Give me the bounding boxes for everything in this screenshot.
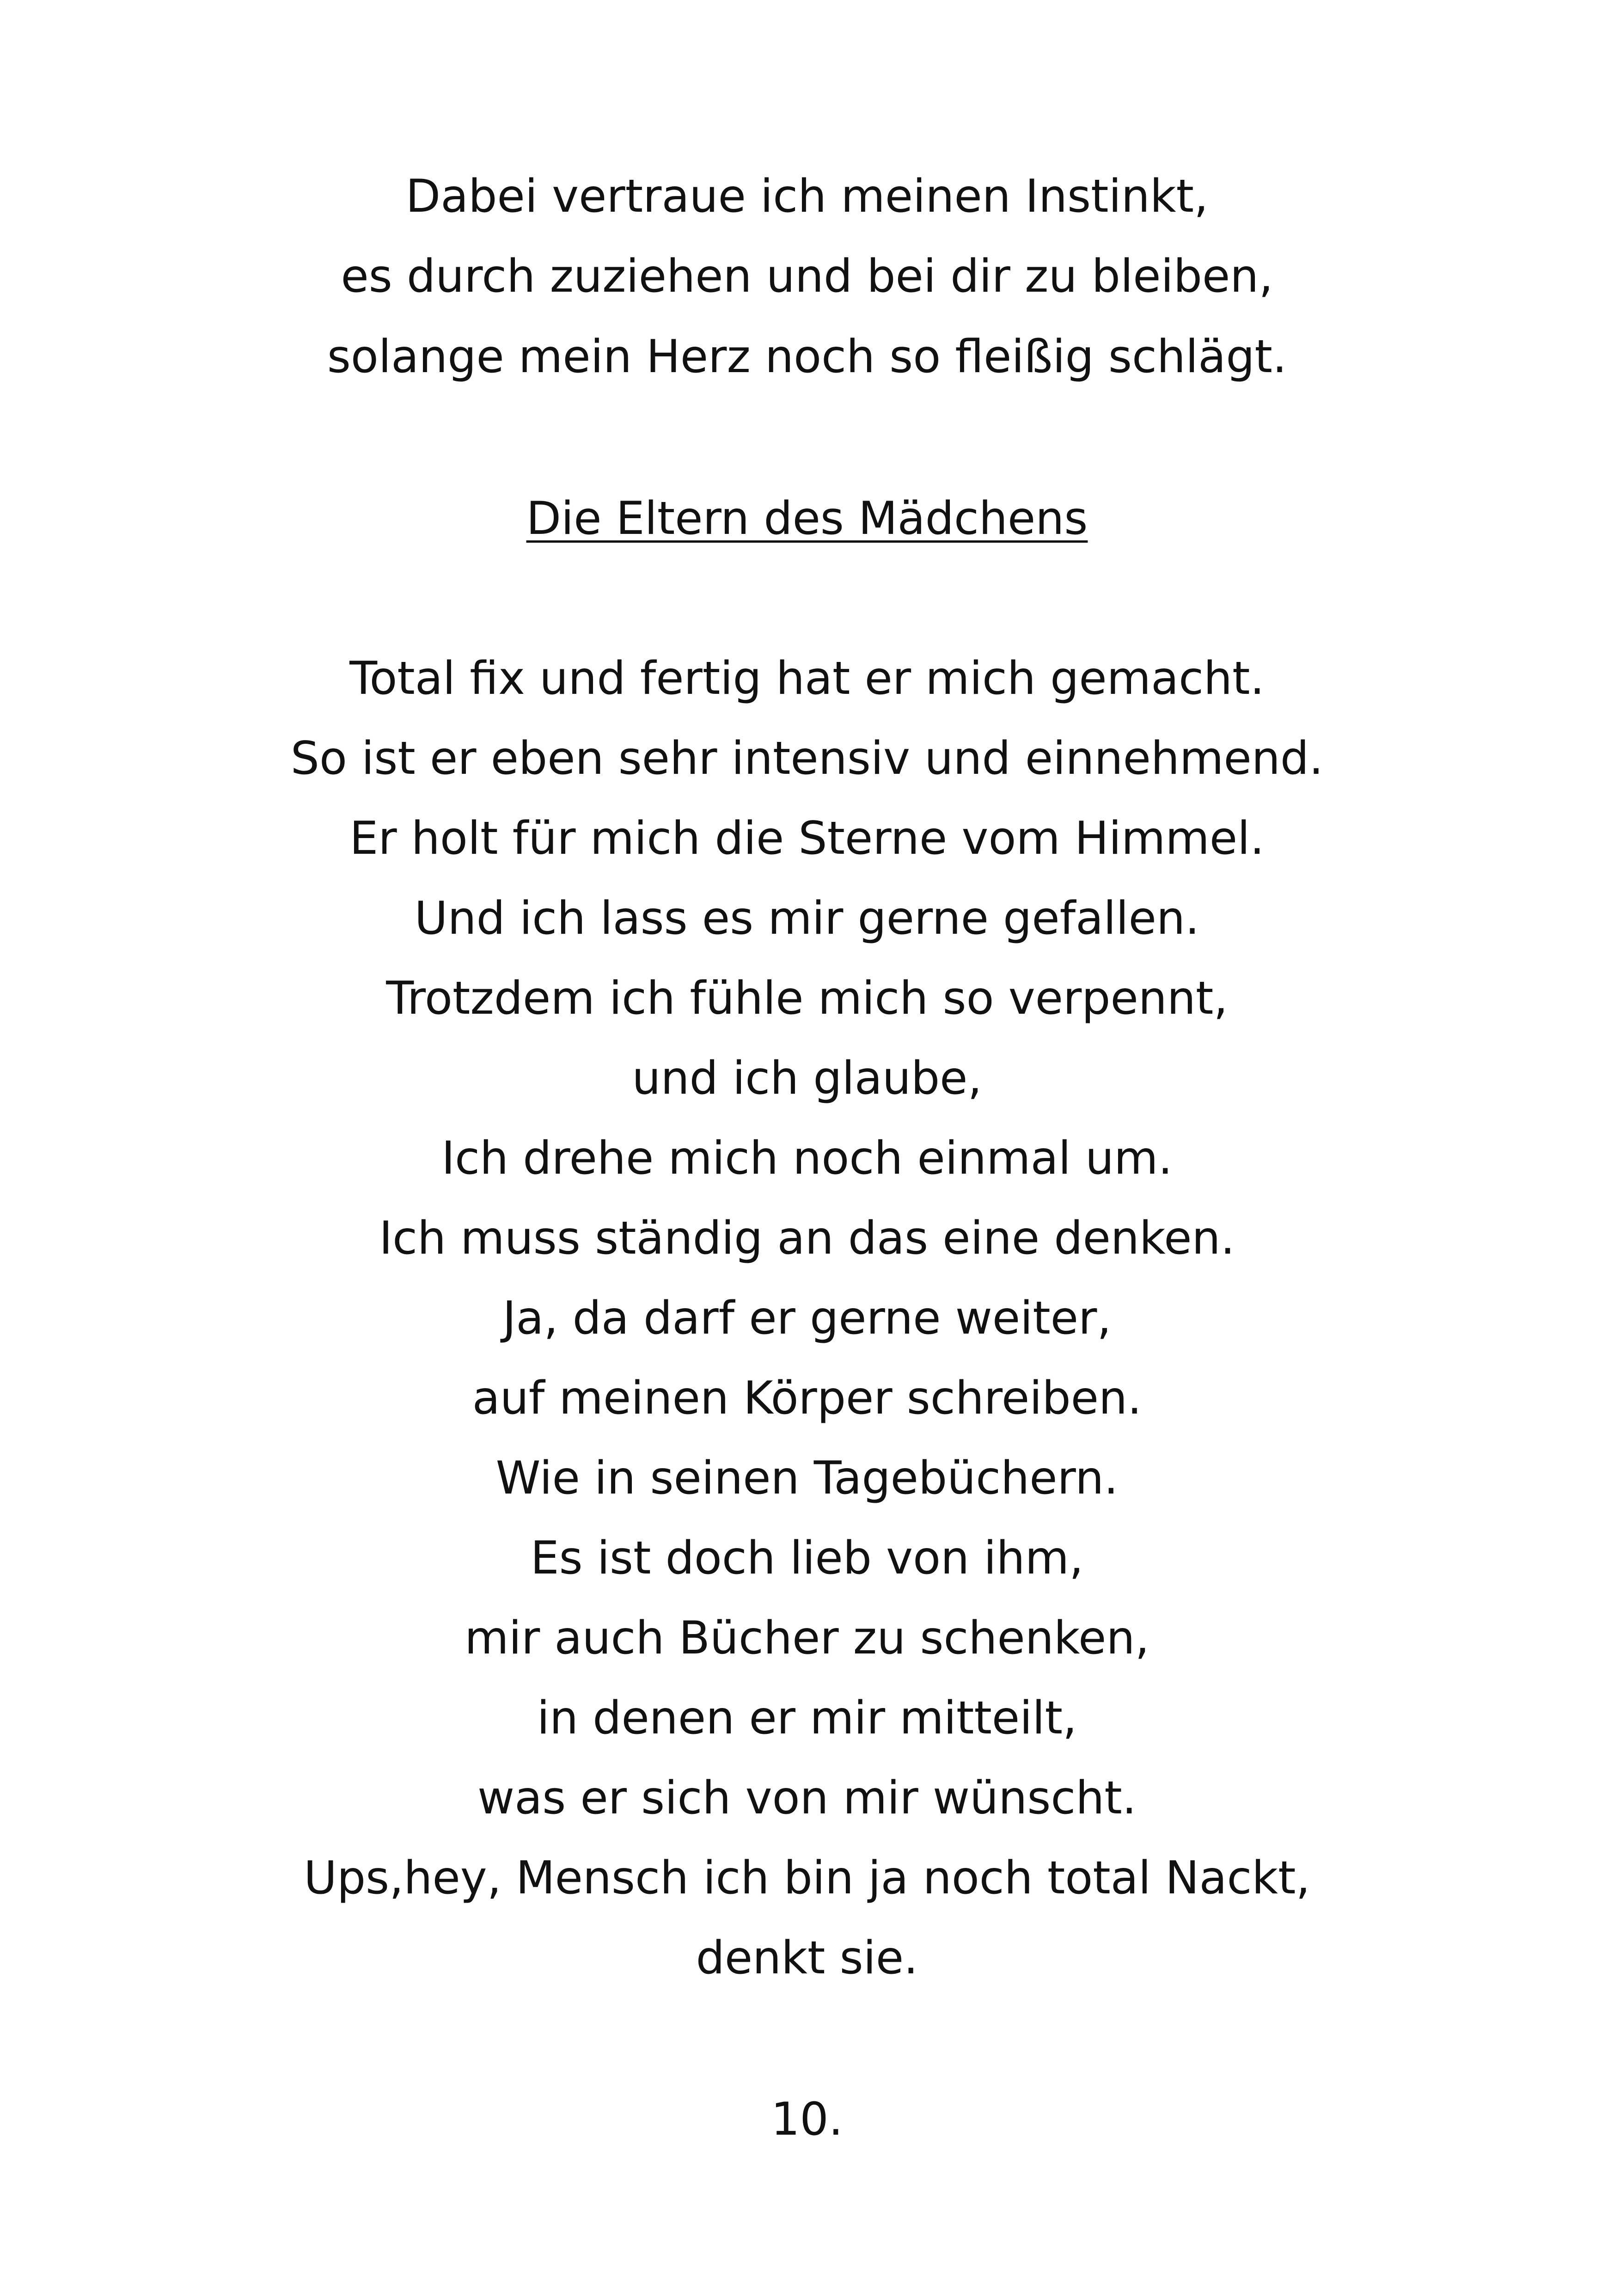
poem-line: was er sich von mir wünscht.: [477, 1772, 1137, 1825]
poem-line: auf meinen Körper schreiben.: [472, 1372, 1142, 1425]
poem-line: Er holt für mich die Sterne vom Himmel.: [349, 812, 1265, 865]
poem-line: Total fix und fertig hat er mich gemacht.: [349, 652, 1265, 705]
poem-line: Es ist doch lieb von ihm,: [530, 1532, 1084, 1585]
poem-line: in denen er mir mitteilt,: [537, 1692, 1077, 1745]
poem-line: Ich drehe mich noch einmal um.: [441, 1132, 1173, 1185]
poem-line: Ups,hey, Mensch ich bin ja noch total Nackt,: [304, 1852, 1310, 1904]
poem-line: und ich glaube,: [632, 1052, 982, 1105]
poem-line: Und ich lass es mir gerne gefallen.: [414, 892, 1200, 945]
poem-line: mir auch Bücher zu schenken,: [465, 1612, 1149, 1665]
poem-line: denkt sie.: [696, 1932, 918, 1984]
poem-line-intro-1: Dabei vertraue ich meinen Instinkt,: [405, 170, 1209, 223]
poem-line: Wie in seinen Tagebüchern.: [495, 1452, 1119, 1505]
poem-line: So ist er eben sehr intensiv und einnehmend.: [290, 732, 1324, 785]
poem-line-intro-2: es durch zuziehen und bei dir zu bleiben,: [341, 250, 1273, 303]
poem-line: Ja, da darf er gerne weiter,: [502, 1292, 1112, 1345]
poem-line: Ich muss ständig an das eine denken.: [379, 1212, 1235, 1265]
poem-line-intro-3: solange mein Herz noch so fleißig schlägt.: [327, 331, 1287, 383]
page-number: 10.: [771, 2093, 843, 2146]
poem-line: Trotzdem ich fühle mich so verpennt,: [386, 972, 1228, 1025]
section-heading: Die Eltern des Mädchens: [526, 492, 1088, 545]
